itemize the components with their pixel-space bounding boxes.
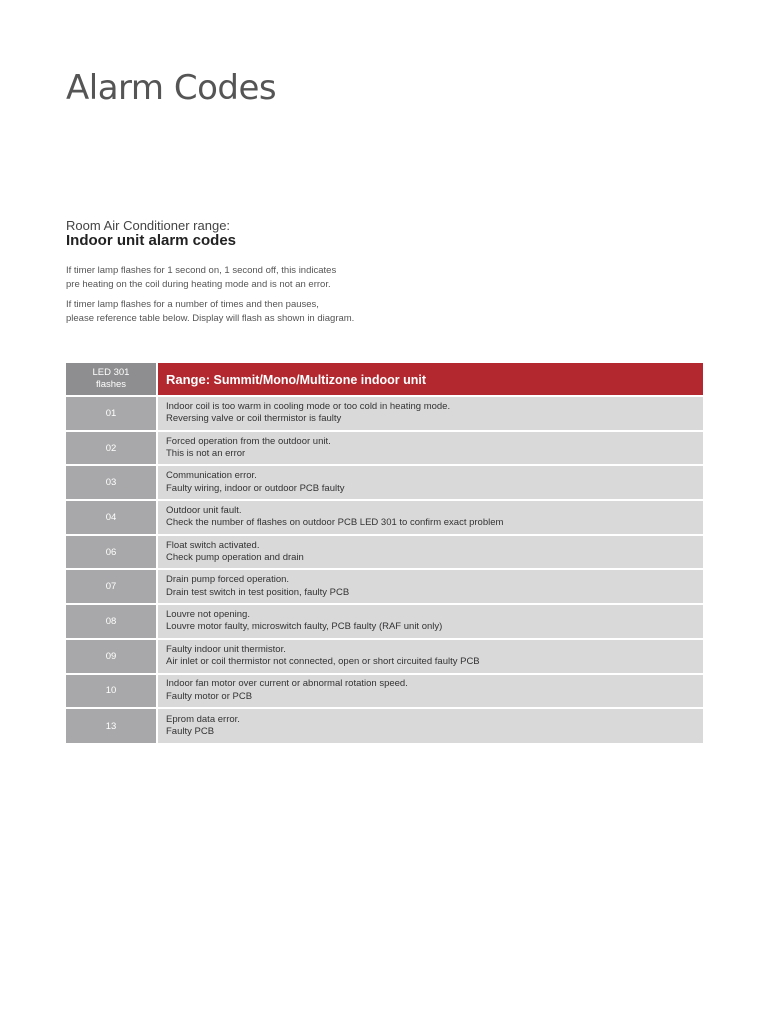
fault-detail: Reversing valve or coil thermistor is faulty (166, 413, 342, 425)
fault-description (157, 396, 703, 431)
fault-description (157, 569, 703, 604)
fault-detail: Check pump operation and drain (166, 552, 304, 564)
fault-title: Float switch activated. (166, 539, 260, 551)
table-row (66, 431, 703, 466)
fault-detail: Faulty wiring, indoor or outdoor PCB faulty (166, 482, 345, 494)
flash-code: 02 (66, 431, 157, 466)
table-row (66, 639, 703, 674)
flash-code: 04 (66, 500, 157, 535)
fault-detail: Louvre motor faulty, microswitch faulty, PCB faulty (RAF unit only) (166, 621, 443, 633)
flash-code: 10 (66, 674, 157, 709)
table-row (66, 569, 703, 604)
intro-paragraph-1 (66, 264, 336, 292)
table-header-row (66, 363, 703, 396)
fault-description (157, 431, 703, 466)
intro-2-line-2: please reference table below. Display will flash as shown in diagram. (66, 313, 355, 324)
flash-code: 01 (66, 396, 157, 431)
flash-code: 13 (66, 708, 157, 743)
flash-code: 07 (66, 569, 157, 604)
fault-description (157, 465, 703, 500)
section-heading: Indoor unit alarm codes (66, 232, 237, 249)
fault-description (157, 604, 703, 639)
fault-title: Indoor fan motor over current or abnormal rotation speed. (166, 678, 408, 690)
range-name: Summit/Mono/Multizone indoor unit (213, 372, 427, 387)
fault-detail: Drain test switch in test position, faulty PCB (166, 586, 350, 598)
intro-1-line-2: pre heating on the coil during heating mode and is not an error. (66, 279, 331, 290)
fault-description (157, 708, 703, 743)
range-column-header (157, 363, 703, 396)
led-header-line-2: flashes (95, 379, 127, 390)
table-row (66, 604, 703, 639)
fault-title: Outdoor unit fault. (166, 504, 242, 516)
flash-code: 08 (66, 604, 157, 639)
fault-description (157, 639, 703, 674)
table-row (66, 708, 703, 743)
fault-detail: Faulty PCB (166, 726, 215, 738)
flash-code: 06 (66, 535, 157, 570)
fault-description (157, 674, 703, 709)
flash-code: 03 (66, 465, 157, 500)
table-row (66, 535, 703, 570)
led-column-header (66, 363, 157, 396)
fault-title: Eprom data error. (166, 713, 240, 725)
led-header-line-1: LED 301 (92, 367, 130, 378)
fault-title: Drain pump forced operation. (166, 574, 290, 586)
fault-detail: This is not an error (166, 448, 246, 460)
table-row (66, 500, 703, 535)
fault-title: Louvre not opening. (166, 608, 250, 620)
fault-title: Communication error. (166, 470, 257, 482)
intro-paragraph-2 (66, 298, 354, 326)
fault-title: Faulty indoor unit thermistor. (166, 643, 286, 655)
alarm-codes-table (66, 363, 703, 743)
fault-detail: Faulty motor or PCB (166, 690, 253, 702)
fault-title: Forced operation from the outdoor unit. (166, 435, 331, 447)
table-row (66, 674, 703, 709)
table-row (66, 465, 703, 500)
range-prefix: Range: (166, 371, 211, 387)
flash-code: 09 (66, 639, 157, 674)
fault-detail: Check the number of flashes on outdoor PCB LED 301 to confirm exact problem (166, 517, 504, 529)
fault-detail: Air inlet or coil thermistor not connected, open or short circuited faulty PCB (166, 656, 480, 668)
fault-description (157, 535, 703, 570)
fault-title: Indoor coil is too warm in cooling mode or too cold in heating mode. (166, 400, 451, 412)
fault-description (157, 500, 703, 535)
intro-2-line-1: If timer lamp flashes for a number of times and then pauses, (66, 299, 319, 310)
table-row (66, 396, 703, 431)
range-label: Room Air Conditioner range: (66, 218, 231, 233)
intro-1-line-1: If timer lamp flashes for 1 second on, 1 second off, this indicates (66, 265, 337, 276)
page-title: Alarm Codes (66, 68, 277, 108)
